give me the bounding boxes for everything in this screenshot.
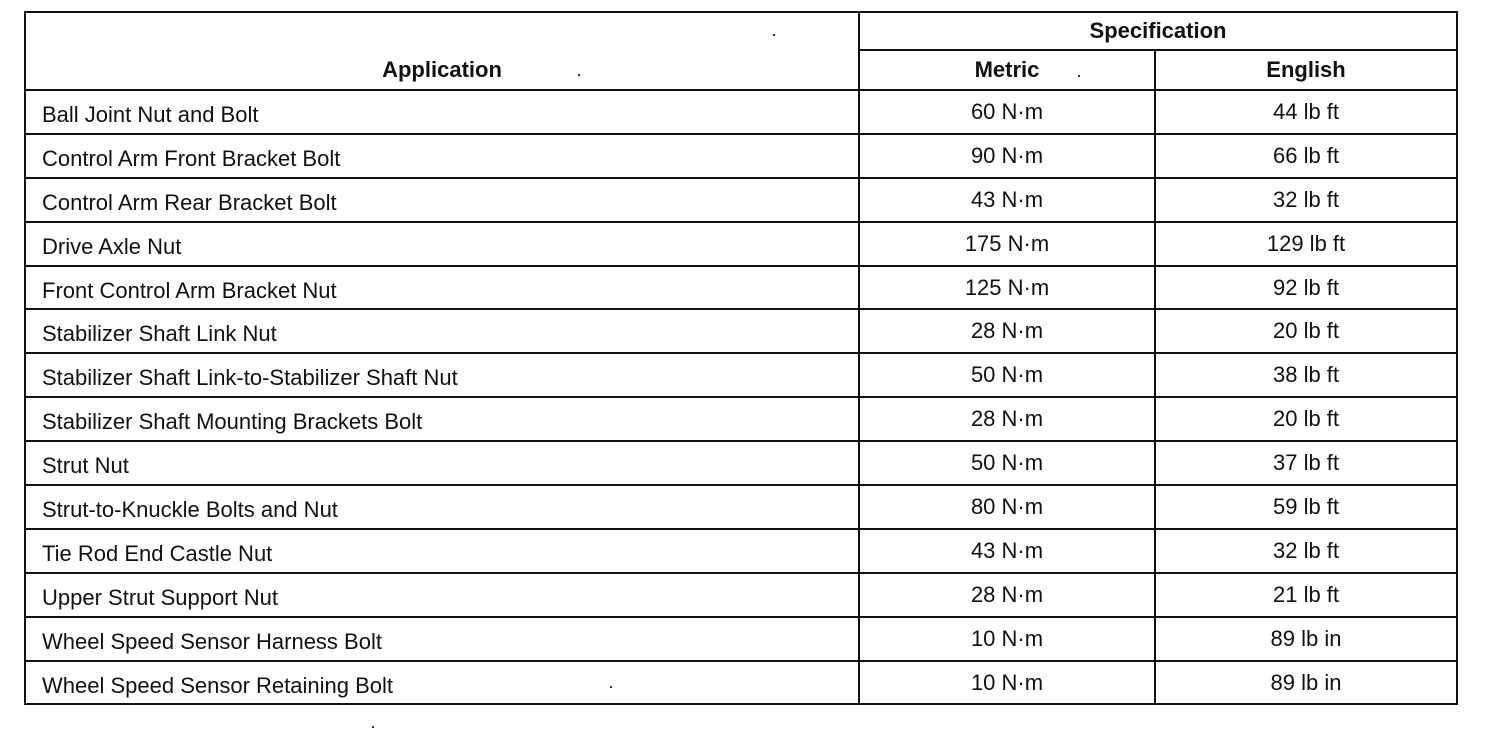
application-cell: Stabilizer Shaft Link-to-Stabilizer Shaft Nut [25,353,859,397]
application-cell: Strut Nut [25,441,859,485]
table-row [25,266,1457,310]
application-cell: Control Arm Front Bracket Bolt [25,134,859,178]
metric-cell: 90 N·m [859,134,1155,178]
english-cell: 21 lb ft [1155,573,1457,617]
english-cell: 89 lb in [1155,661,1457,705]
table-row [25,573,1457,617]
metric-cell: 60 N·m [859,90,1155,134]
table-body [25,90,1457,704]
table-row [25,661,1457,705]
application-header: Application [25,12,859,90]
english-cell: 20 lb ft [1155,397,1457,441]
application-cell: Control Arm Rear Bracket Bolt [25,178,859,222]
english-cell: 32 lb ft [1155,529,1457,573]
metric-header: Metric [859,50,1155,90]
table-row [25,397,1457,441]
table-row [25,617,1457,661]
table-row [25,529,1457,573]
torque-spec-table [24,11,1458,705]
metric-cell: 175 N·m [859,222,1155,266]
metric-cell: 50 N·m [859,353,1155,397]
metric-cell: 125 N·m [859,266,1155,310]
english-header: English [1155,50,1457,90]
metric-cell: 28 N·m [859,309,1155,353]
scan-speck [578,74,580,76]
metric-cell: 50 N·m [859,441,1155,485]
table-row [25,178,1457,222]
application-cell: Tie Rod End Castle Nut [25,529,859,573]
metric-cell: 28 N·m [859,573,1155,617]
application-cell: Wheel Speed Sensor Harness Bolt [25,617,859,661]
english-cell: 32 lb ft [1155,178,1457,222]
table-row [25,441,1457,485]
application-cell: Strut-to-Knuckle Bolts and Nut [25,485,859,529]
english-cell: 38 lb ft [1155,353,1457,397]
scan-speck [372,726,374,728]
application-cell: Ball Joint Nut and Bolt [25,90,859,134]
metric-cell: 10 N·m [859,661,1155,705]
table-row [25,309,1457,353]
application-cell: Drive Axle Nut [25,222,859,266]
metric-cell: 43 N·m [859,529,1155,573]
english-cell: 44 lb ft [1155,90,1457,134]
application-cell: Front Control Arm Bracket Nut [25,266,859,310]
table-row [25,90,1457,134]
english-cell: 92 lb ft [1155,266,1457,310]
application-cell: Stabilizer Shaft Link Nut [25,309,859,353]
table-row [25,222,1457,266]
english-cell: 89 lb in [1155,617,1457,661]
metric-cell: 43 N·m [859,178,1155,222]
scan-speck [773,34,775,36]
english-cell: 59 lb ft [1155,485,1457,529]
table-row [25,134,1457,178]
english-cell: 66 lb ft [1155,134,1457,178]
english-cell: 129 lb ft [1155,222,1457,266]
scan-speck [610,686,612,688]
metric-cell: 28 N·m [859,397,1155,441]
metric-cell: 80 N·m [859,485,1155,529]
english-cell: 37 lb ft [1155,441,1457,485]
application-cell: Upper Strut Support Nut [25,573,859,617]
table-row [25,353,1457,397]
table-row [25,485,1457,529]
specification-header: Specification [859,12,1457,50]
application-cell: Stabilizer Shaft Mounting Brackets Bolt [25,397,859,441]
metric-cell: 10 N·m [859,617,1155,661]
scan-speck [1078,75,1080,77]
english-cell: 20 lb ft [1155,309,1457,353]
application-cell: Wheel Speed Sensor Retaining Bolt [25,661,859,705]
